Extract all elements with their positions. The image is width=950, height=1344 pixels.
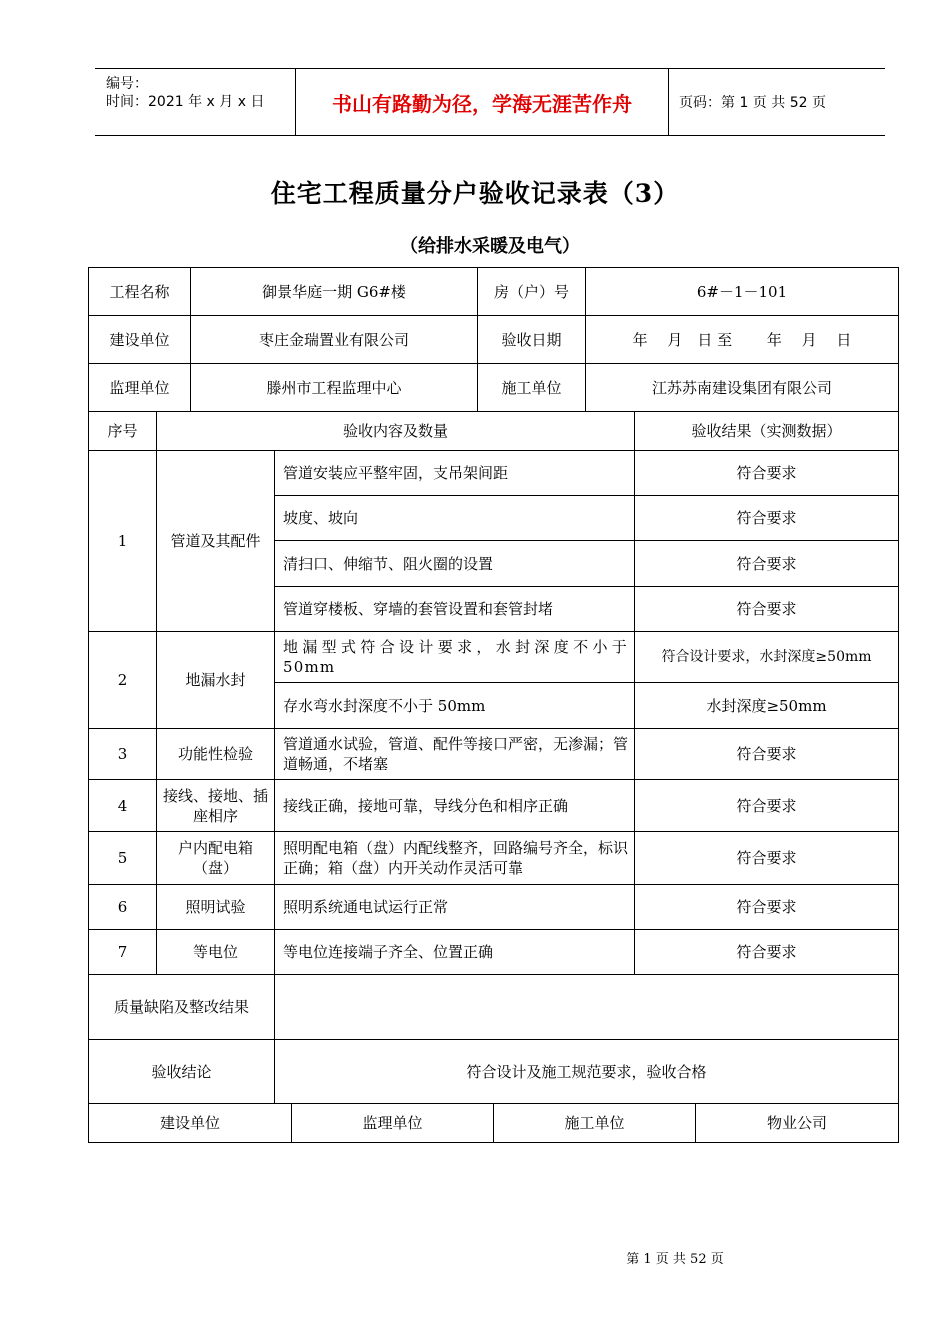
group-name: 等电位 [192, 943, 238, 961]
page-subtitle: （给排水采暖及电气） [400, 236, 580, 257]
page-title: 住宅工程质量分户验收记录表（3） [270, 179, 680, 208]
signature-property: 物业公司 [766, 1114, 827, 1132]
group-seq: 4 [117, 796, 128, 815]
row-content: 照明配电箱（盘）内配线整齐，回路编号齐全，标识正确；箱（盘）内开关动作灵活可靠 [283, 839, 629, 877]
row-result: 符合要求 [736, 509, 797, 527]
row-result: 符合要求 [736, 464, 797, 482]
row-content: 照明系统通电试运行正常 [283, 898, 449, 916]
room-value: 6#－1－101 [696, 282, 788, 301]
document-header [95, 68, 885, 136]
builder-value: 枣庄金瑞置业有限公司 [258, 330, 409, 349]
conclusion-label: 验收结论 [151, 1062, 212, 1081]
contractor-label: 施工单位 [501, 378, 562, 397]
group-name: 功能性检验 [177, 745, 253, 763]
group-seq: 5 [117, 849, 128, 867]
row-content: 坡度、坡向 [283, 509, 359, 527]
room-label: 房（户）号 [493, 282, 569, 301]
col-result-header: 验收结果（实测数据） [691, 422, 842, 440]
number-label: 编号： [106, 76, 148, 92]
signature-contractor: 施工单位 [564, 1114, 625, 1132]
row-content: 管道通水试验，管道、配件等接口严密，无渗漏；管道畅通，不堵塞 [283, 735, 629, 773]
row-result: 符合要求 [736, 554, 797, 573]
group-seq: 6 [117, 898, 128, 916]
date-value: 年 月 日 至 年 月 日 [632, 330, 852, 349]
defects-label: 质量缺陷及整改结果 [113, 998, 249, 1016]
group-name: 管道及其配件 [170, 532, 261, 550]
row-content: 管道穿楼板、穿墙的套管设置和套管封堵 [283, 600, 554, 618]
row-result: 符合要求 [736, 600, 797, 618]
group-name: 接线、接地、插座相序 [163, 786, 269, 825]
date-label: 验收日期 [501, 330, 562, 349]
row-content: 接线正确，接地可靠，导线分色和相序正确 [283, 796, 569, 815]
header-page-code [669, 69, 885, 135]
inspection-form [88, 267, 899, 1143]
group-seq: 1 [117, 532, 128, 550]
header-slogan: 书山有路勤为径，学海无涯苦作舟 [296, 69, 669, 135]
page-footer: 第 1 页 共 52 页 [626, 1252, 724, 1267]
group-name: 户内配电箱（盘） [177, 839, 253, 877]
defects-value[interactable] [275, 975, 898, 1039]
group-seq: 7 [117, 943, 128, 961]
row-result: 符合设计要求，水封深度≥50mm [661, 649, 872, 665]
group-name: 地漏水封 [185, 671, 246, 689]
group-seq: 3 [117, 745, 128, 763]
row-result: 水封深度≥50mm [706, 696, 827, 715]
row-content: 等电位连接端子齐全、位置正确 [283, 943, 494, 961]
col-seq-header: 序号 [107, 422, 138, 440]
row-result: 符合要求 [736, 796, 797, 815]
group-seq: 2 [117, 671, 128, 689]
group-name: 照明试验 [185, 898, 246, 916]
contractor-value: 江苏苏南建设集团有限公司 [651, 378, 832, 397]
signature-supervisor: 监理单位 [362, 1114, 423, 1132]
page-code-text: 页码：第 1 页 共 52 页 [679, 95, 826, 111]
supervisor-value: 滕州市工程监理中心 [266, 378, 402, 397]
row-content: 存水弯水封深度不小于 50mm [283, 696, 486, 715]
row-content: 地漏型式符合设计要求，水封深度不小于 50mm [283, 638, 628, 676]
row-content: 管道安装应平整牢固，支吊架间距 [283, 464, 509, 482]
col-content-header: 验收内容及数量 [342, 422, 448, 440]
time-label: 时间：2021 年 x 月 x 日 [106, 94, 265, 110]
project-name-label: 工程名称 [109, 282, 170, 301]
supervisor-label: 监理单位 [109, 378, 170, 397]
signature-builder: 建设单位 [159, 1114, 220, 1132]
project-name-value: 御景华庭一期 G6#楼 [262, 282, 406, 301]
row-result: 符合要求 [736, 745, 797, 763]
row-result: 符合要求 [736, 898, 797, 916]
row-result: 符合要求 [736, 943, 797, 961]
header-meta [95, 69, 296, 135]
row-result: 符合要求 [736, 849, 797, 867]
conclusion-value: 符合设计及施工规范要求，验收合格 [466, 1062, 707, 1081]
row-content: 清扫口、伸缩节、阻火圈的设置 [283, 554, 494, 573]
builder-label: 建设单位 [109, 330, 170, 349]
